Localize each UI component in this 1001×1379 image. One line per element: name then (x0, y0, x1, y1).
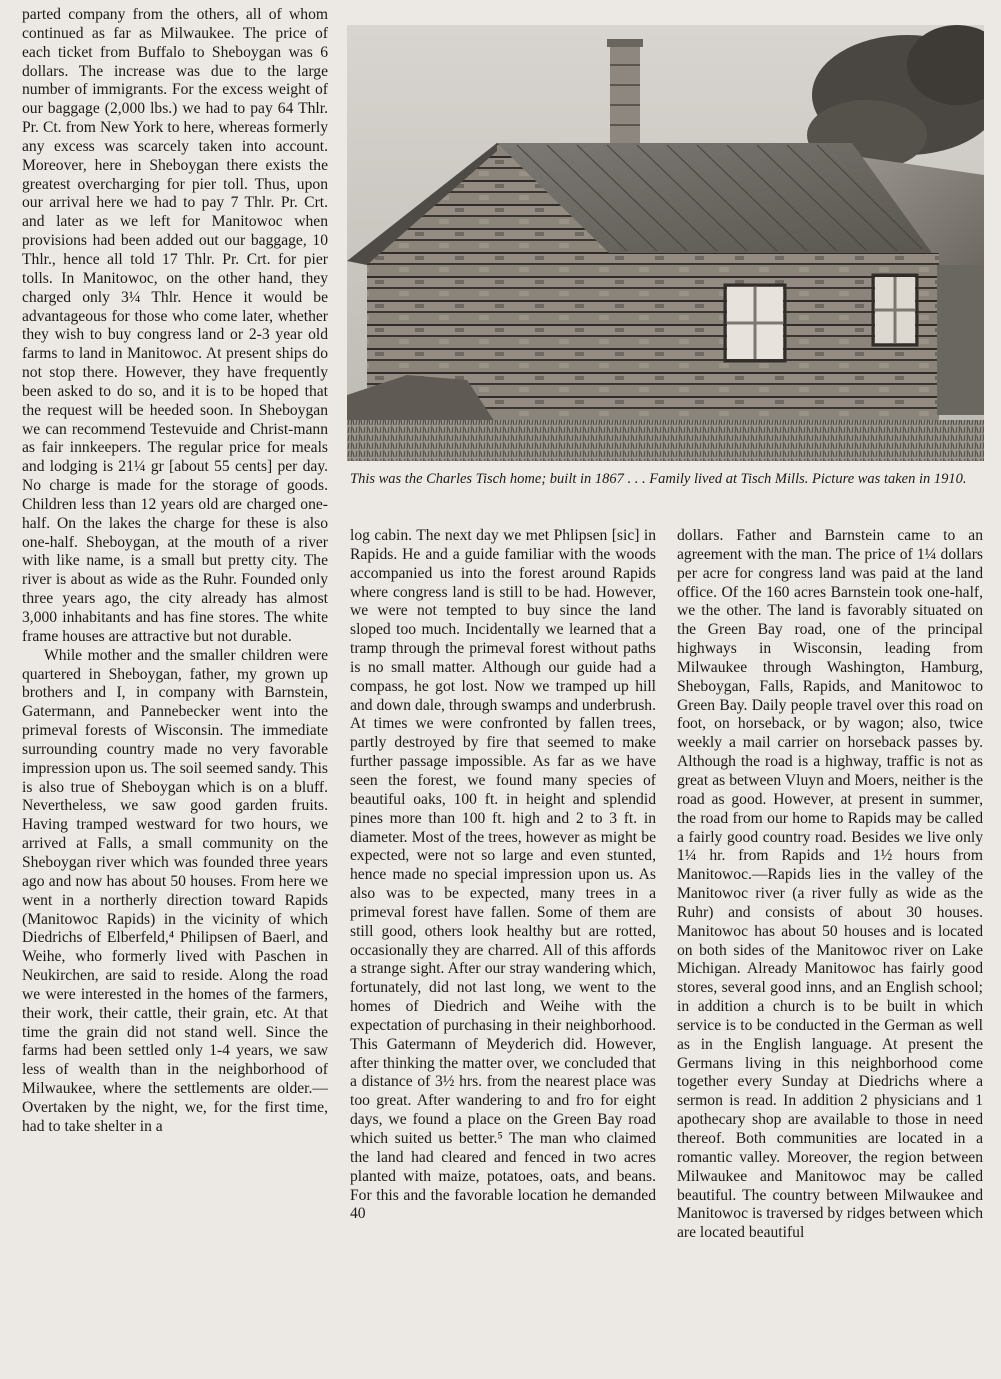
paragraph: log cabin. The next day we met Phlipsen [sic] in Rapids. He and a guide familiar with the woods accompanied us into the forest around Rapids where congress land is still to be had. However, we were not tempted to buy since the land sloped too much. Incidentally we learned that a tramp through the primeval forest without paths is no small matter. Although our guide had a compass, he got lost. Now we tramped up hill and down dale, through swamps and underbrush. At times we were confronted by fallen trees, partly destroyed by fire that seemed to make further passage impossible. As far as we have seen the forest, we found many species of beautiful oaks, 100 ft. in height and splendid pines more than 100 ft. high and 2 to 3 ft. in diameter. Most of the trees, however as might be expected, were not so large and even stunted, hence made no special impression upon us. As also was to be expected, many trees in a primeval forest have fallen. Some of them are still good, others look healthy but are rotted, occasionally they are charred. All of this affords a strange sight. After our stray wandering which, fortunately, did not last long, we went to the homes of Diedrich and Weihe with the expectation of purchasing in their neighborhood. This Gatermann of Meyderich did. However, after thinking the matter over, we concluded that a distance of 3½ hrs. from the nearest place was too great. After wandering to and fro for eight days, we found a place on the Green Bay road which suited us better.⁵ The man who claimed the land had cleared and fenced in two acres planted with maize, potatoes, oats, and beans. For this and the favorable location he demanded 40 (350, 527, 656, 1223)
paragraph: parted company from the others, all of whom continued as far as Milwaukee. The price of each ticket from Buffalo to Sheboygan was 6 dollars. The increase was due to the large number of immigrants. For the excess weight of our baggage (2,000 lbs.) we had to pay 64 Thlr. Pr. Ct. from New York to here, whereas formerly any excess was scarcely taken into account. Moreover, here in Sheboygan there exists the greatest overcharging for pier toll. Thus, upon our arrival here we had to pay 7 Thlr. Pr. Crt. and later as we left for Manitowoc when provisions had been added out our baggage, 10 Thlr., hence all told 17 Thlr. Pr. Crt. for pier tolls. In Manitowoc, on the other hand, they charged only 3¼ Thlr. Hence it would be advantageous for those who come later, whether they wish to buy congress land or 2-3 year old farms to land in Manitowoc. At present ships do not stop there. However, they have frequently been asked to do so, and it is to be hoped that the request will be heeded soon. In Sheboygan we can recommend Testevuide and Christ-mann as fair innkeepers. The regular price for meals and lodging is 21¼ gr [about 55 cents] per day. No charge is made for the storage of goods. Children less than 12 years old are charged one-half. On the lakes the charge for these is also one-half. Sheboygan, at the mouth of a river with like name, is a small but pretty city. The river is about as wide as the Ruhr. Founded only three years ago, the city already has almost 3,000 inhabitants and has fine stores. The white frame houses are attractive but not durable. (22, 6, 328, 645)
paragraph: While mother and the smaller children were quartered in Sheboygan, father, my grown up brothers and I, in company with Barnstein, Gatermann, and Pannebecker went into the primeval forests of Wisconsin. The immediate surrounding country made no very favorable impression upon us. The soil seemed sandy. This is also true of Sheboygan which is on a bluff. Nevertheless, we saw good garden fruits. Having tramped westward for two hours, we arrived at Falls, a small community on the Sheboygan river which was founded three years ago and now has about 50 houses. From here we went in a northerly direction toward Rapids (Manitowoc Rapids) in the vicinity of which Diedrichs of Elberfeld,⁴ Philipsen of Baerl, and Weihe, who formerly lived with Paschen in Neukirchen, are said to reside. Along the road we were interested in the homes of the farmers, their work, their cattle, their grain, etc. At that time the grain did not stand well. Since the farms had been settled only 1-4 years, we saw less of wealth than in the neighborhood of Milwaukee, where the settlements are older.—Overtaken by the night, we, for the first time, had to take shelter in a (22, 646, 328, 1135)
text-column-left (22, 6, 328, 1137)
photograph-tisch-home (347, 25, 984, 461)
paragraph: dollars. Father and Barnstein came to an agreement with the man. The price of 1¼ dollars per acre for congress land was paid at the land office. Of the 160 acres Barnstein took one-half, we the other. The land is favorably situated on the Green Bay road, one of the principal highways in Wisconsin, leading from Milwaukee through Washington, Hamburg, Sheboygan, Falls, Rapids, and Manitowoc to Green Bay. Daily people travel over this road on foot, on horseback, or by wagon; also, twice weekly a mail carrier on horseback passes by. Although the road is a highway, traffic is not as great as between Vluyn and Moers, neither is the road as good. However, at present in summer, the road from our home to Rapids may be called a fairly good country road. Besides we live only 1¼ hr. from Rapids and 1½ hours from Manitowoc.—Rapids lies in the valley of the Manitowoc river (a river fully as wide as the Ruhr) and consists of about 30 houses. Manitowoc has about 50 houses and is located on both sides of the Manitowoc river on Lake Michigan. Already Manitowoc has fairly good stores, several good inns, and an English school; in addition a church is to be built in which service is to be conducted in the German as well as in the English language. At present the Germans living in this neighborhood come together every Sunday at Diedrichs where a sermon is read. In addition 2 physicians and 1 apothecary shop are available to those in need thereof. Both communities are located in a romantic valley. Moreover, the region between Milwaukee and Manitowoc may be called beautiful. The country between Milwaukee and Manitowoc is traversed by ridges between which are located beautiful (677, 527, 983, 1242)
text-column-right (677, 527, 983, 1243)
photo-caption: This was the Charles Tisch home; built in 1867 . . . Family lived at Tisch Mills. Picture was taken in 1910. (350, 471, 967, 487)
text-column-middle (350, 527, 656, 1224)
